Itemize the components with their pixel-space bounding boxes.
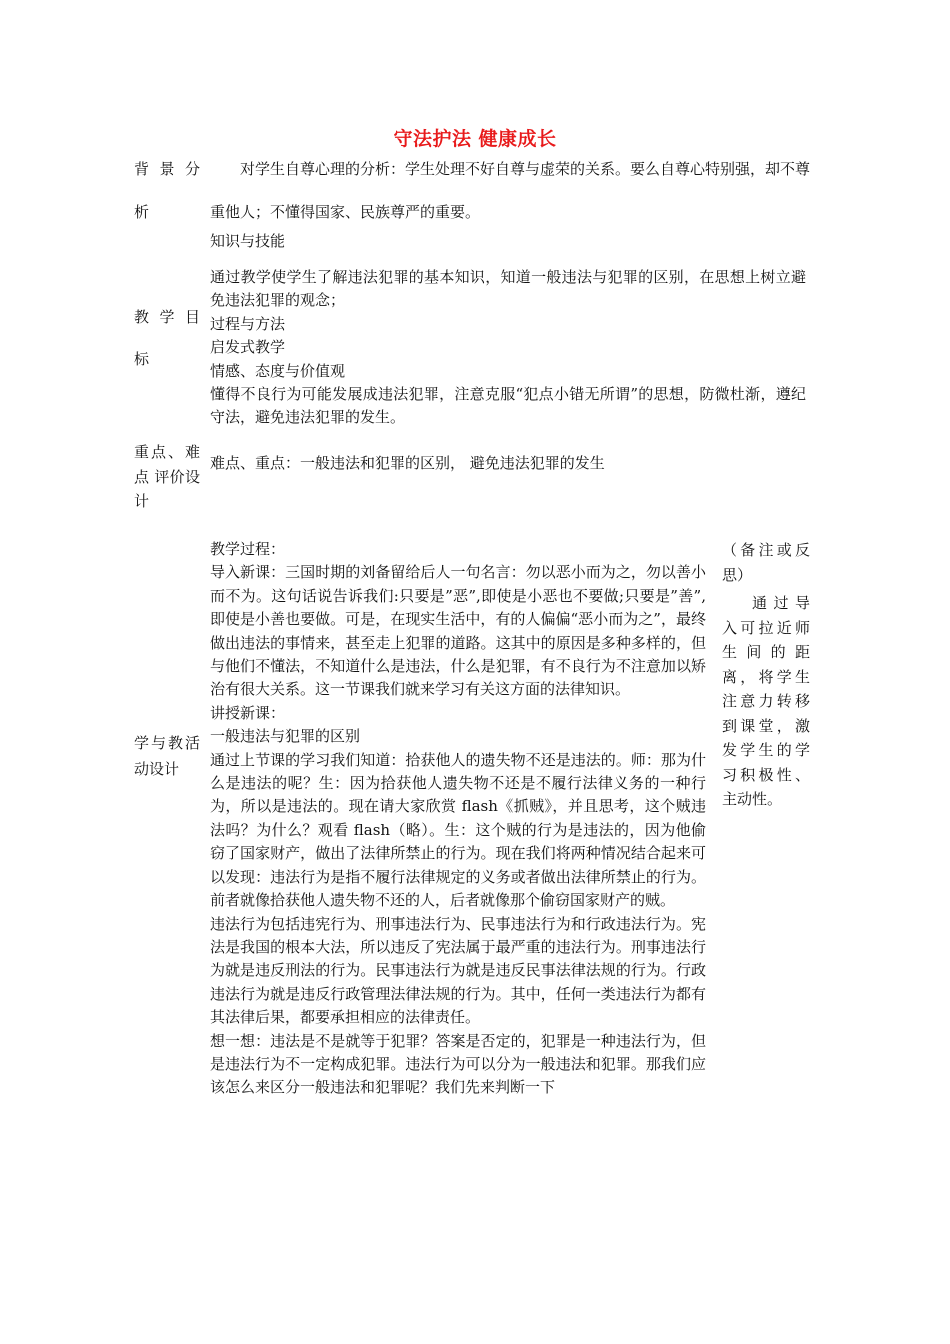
process-title: 教学过程： (210, 540, 286, 558)
document-title: 守法护法 健康成长 (393, 128, 557, 150)
key-points-text: 难点、重点：一般违法和犯罪的区别， 避免违法犯罪的发生 (210, 454, 605, 472)
notes-text: 通过导入可拉近师生间的距离，将学生注意力转移到课堂，激发学生的学习积极性、主动性。 (722, 594, 810, 808)
section-heading: 一般违法与犯罪的区别 (210, 727, 361, 746)
background-label: 背 景 分 析 (134, 160, 200, 221)
intro-paragraph: 导入新课：三国时期的刘备留给后人一句名言：勿以恶小而为之，勿以善小而不为。这句话说告诉我们:只要是”恶”,即使是小恶也不要做;只要是”善”,即使是小善也要做。可是，在现实生活中，有的人偏偏“恶小而为之”，最终做出违法的事情来，甚至走上犯罪的道路。这其中的原因是多种多样的，但与他们不懂法，不知道什么是违法，什么是犯罪，有不良行为不注意加以矫治有很大关系。这一节课我们就来学习有关这方面的法律知识。 (210, 563, 706, 699)
lecture-heading: 讲授新课： (210, 703, 286, 722)
body-paragraph: 违法行为包括违宪行为、刑事违法行为、民事违法行为和行政违法行为。宪法是我国的根本大法，所以违反了宪法属于最严重的违法行为。刑事违法行为就是违反刑法的行为。民事违法行为就是违反民事法律法规的行为。行政违法行为就是违反行政管理法律法规的行为。其中，任何一类违法行为都有其法律后果，都要承担相应的法律责任。 (210, 914, 706, 1027)
activities-block (210, 538, 706, 1100)
attitude-text: 懂得不良行为可能发展成违法犯罪，注意克服“犯点小错无所谓”的思想，防微杜渐，遵纪守法，避免违法犯罪的发生。 (210, 385, 806, 427)
attitude-heading: 情感、态度与价值观 (210, 361, 346, 380)
notes-column (722, 538, 810, 812)
background-text: 对学生自尊心理的分析：学生处理不好自尊与虚荣的关系。要么自尊心特别强，却不尊重他人；不懂得国家、民族尊严的重要。 (210, 160, 811, 221)
body-paragraph: 想一想：违法是不是就等于犯罪？答案是否定的，犯罪是一种违法行为，但是违法行为不一定构成犯罪。违法行为可以分为一般违法和犯罪。那我们应该怎么来区分一般违法和犯罪呢？我们先来判断一下 (210, 1031, 706, 1097)
knowledge-heading: 知识与技能 (210, 232, 286, 250)
key-points-label: 重点、难点 评价设计 (134, 443, 200, 510)
body-paragraph: 通过上节课的学习我们知道：拾获他人的遗失物不还是违法的。师：那为什么是违法的呢？生：因为拾获他人遗失物不还是不履行法律义务的一种行为，所以是违法的。现在请大家欣赏 flash《抓贼》，并且思考，这个贼违法吗？为什么？观看 flash（略）。生：这个贼的行为是违法的，因为他偷窃了国家财产，做出了法律所禁止的行为。现在我们将两种情况结合起来可以发现：违法行为是指不履行法律规定的义务或者做出法律所禁止的行为。前者就像拾获他人遗失物不还的人，后者就像那个偷窃国家财产的贼。 (210, 750, 706, 910)
notes-heading: （备注或反思） (722, 541, 810, 584)
process-heading: 过程与方法 (210, 314, 286, 333)
activities-label: 学与教活动设计 (134, 734, 200, 778)
objectives-block (210, 230, 806, 430)
process-text: 启发式教学 (210, 338, 286, 357)
objectives-label: 教 学 目 标 (134, 308, 200, 368)
knowledge-text: 通过教学使学生了解违法犯罪的基本知识，知道一般违法与犯罪的区别，在思想上树立避免违法犯罪的观念； (210, 268, 806, 310)
